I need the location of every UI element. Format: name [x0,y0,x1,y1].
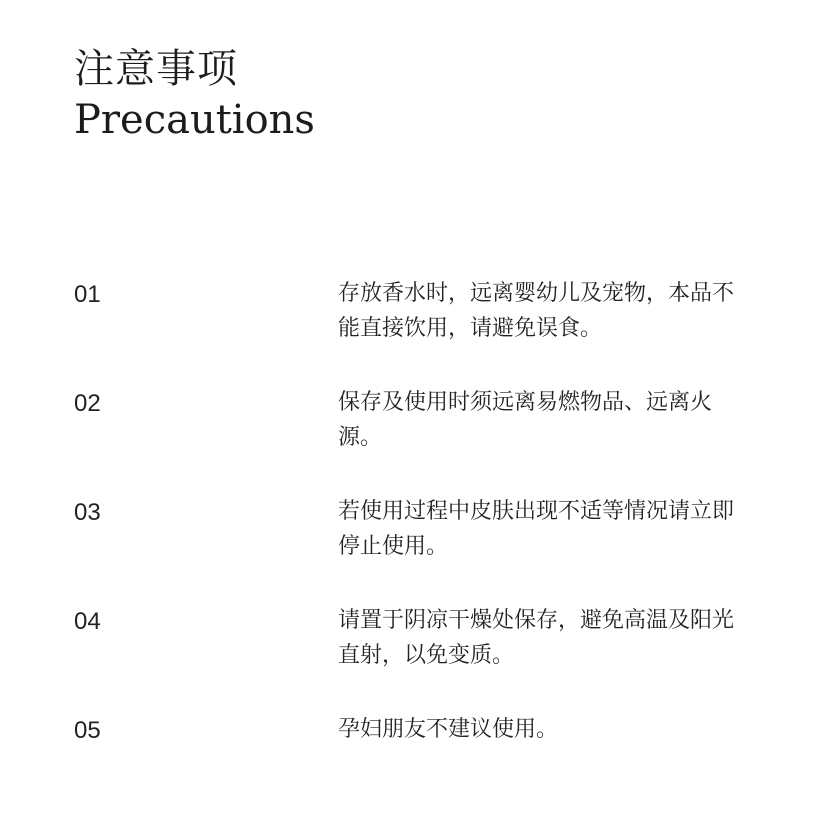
item-number: 03 [74,499,101,526]
page-title-zh: 注意事项 [74,46,238,92]
precautions-list [74,276,764,821]
list-item [74,276,764,385]
item-text: 存放香水时，远离婴幼儿及宠物，本品不能直接饮用，请避免误食。 [338,281,735,341]
item-text: 保存及使用时须远离易燃物品、远离火源。 [338,390,713,450]
item-text: 孕妇朋友不建议使用。 [338,717,559,742]
list-item [74,385,764,494]
item-number: 04 [74,608,101,635]
page-title-en: Precautions [74,97,315,143]
list-item [74,494,764,603]
item-number: 05 [74,717,101,744]
list-item [74,603,764,712]
item-number: 02 [74,390,101,417]
item-text: 若使用过程中皮肤出现不适等情况请立即停止使用。 [338,499,735,559]
list-item [74,712,764,821]
item-text: 请置于阴凉干燥处保存，避免高温及阳光直射，以免变质。 [338,608,735,668]
item-number: 01 [74,281,101,308]
